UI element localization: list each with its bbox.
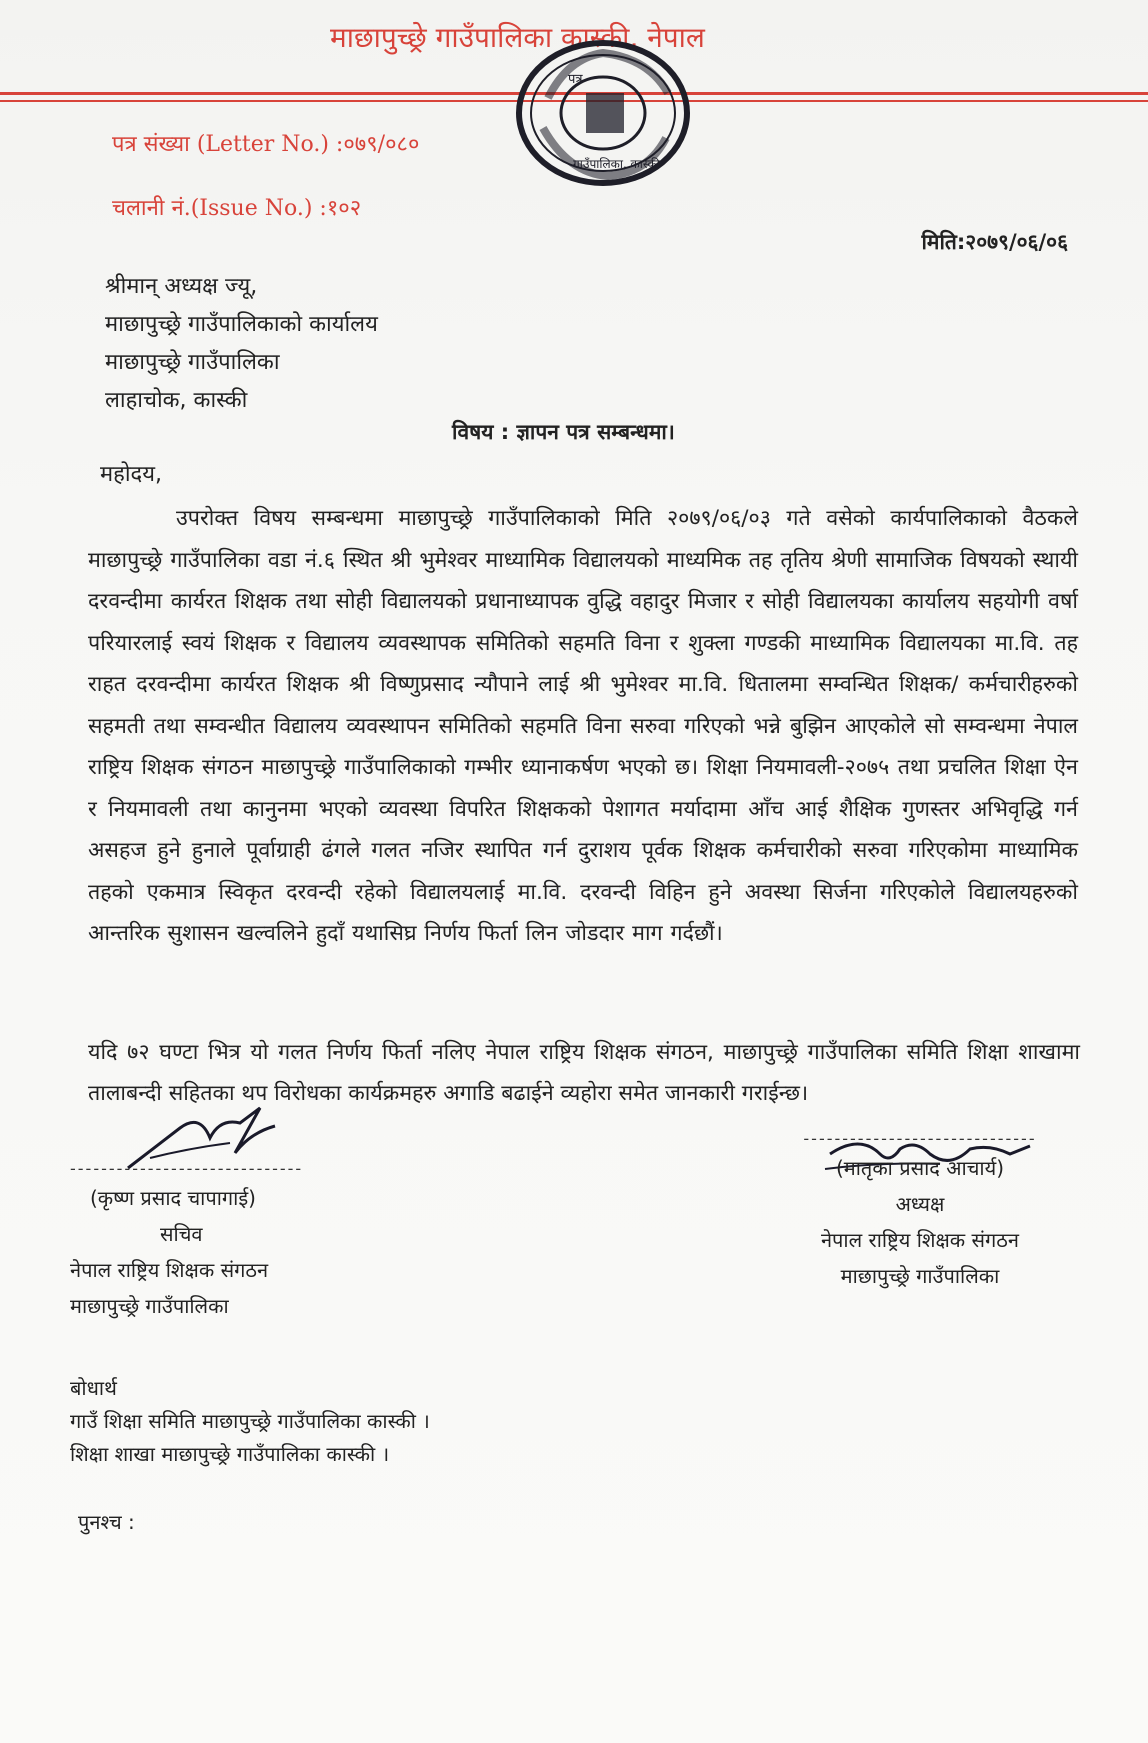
body-paragraph-1: उपरोक्त विषय सम्बन्धमा माछापुच्छ्रे गाउँपालिकाको मिति २०७९/०६/०३ गते वसेको कार्यपालिकाको वैठकले माछापुच्छ्रे गाउँपालिका वडा नं.६ स्थित श्री भुमेश्वर माध्यामिक विद्यालयको माध्यमिक तह तृतिय श्रेणी सामाजिक विषयको स्थायी दरवन्दीमा कार्यरत शिक्षक तथा सोही विद्यालयको प्रधानाध्यापक वुद्धि वहादुर मिजार र सोही विद्यालयका कार्यालय सहयोगी वर्षा परियारलाई स्वयं शिक्षक र विद्यालय व्यवस्थापक समितिको सहमति विना र शुक्ला गण्डकी माध्यामिक विद्यालयका मा.वि. तह राहत दरवन्दीमा कार्यरत शिक्षक श्री विष्णुप्रसाद न्यौपाने लाई श्री भुमेश्वर मा.वि. धितालमा सम्वन्धित शिक्षक/ कर्मचारीहरुको सहमती तथा सम्वन्धीत विद्यालय व्यवस्थापन समितिको सहमति विना सरुवा गरिएको भन्ने बुझिन आएकोले सो सम्वन्धमा नेपाल राष्ट्रिय शिक्षक संगठन माछापुच्छ्रे गाउँपालिकाको गम्भीर ध्यानाकर्षण भएको छ। शिक्षा नियमावली-२०७५ तथा प्रचलित शिक्षा ऐन र नियमावली तथा कानुनमा भएको व्यवस्था विपरित शिक्षकको पेशागत मर्यादामा आँच आई शैक्षिक गुणस्तर अभिवृद्धि गर्न असहज हुने हुनाले पूर्वाग्राही ढंगले गलत नजिर स्थापित गर्न दुराशय पूर्वक शिक्षक कर्मचारीको सरुवा गरिएकोमा माध्यामिक तहको एकमात्र स्विकृत दरवन्दी रहेको विद्यालयलाई मा.वि. दरवन्दी विहिन हुने अवस्था सिर्जना गरिएकोले विद्यालयहरुको आन्तरिक सुशासन खल्वलिने हुदाँ यथासिघ्र निर्णय फिर्ता लिन जोडदार माग गर्दछौं। <box>88 506 1078 946</box>
signatory-left-role: सचिव <box>160 1222 203 1246</box>
signature-line: ------------------------------ <box>70 1159 304 1178</box>
signatory-right-name: (मातृका प्रसाद आचार्य) <box>835 1156 1005 1180</box>
letterhead-org-line: माछापुच्छ्रे गाउँपालिका कास्की, नेपाल <box>330 21 705 54</box>
recipient-line: श्रीमान् अध्यक्ष ज्यू, <box>105 274 258 299</box>
signatory-right-block <box>790 1128 1050 1294</box>
letter-number: पत्र संख्या (Letter No.) :०७९/०८० <box>112 132 420 157</box>
signatory-left-unit: माछापुच्छ्रे गाउँपालिका <box>70 1294 229 1318</box>
cc-block <box>70 1372 430 1471</box>
seal-inner-text: पत्र <box>568 72 583 87</box>
subject-line: विषय : ज्ञापन पत्र सम्बन्धमा। <box>452 420 675 444</box>
signature-line: ------------------------------ <box>803 1129 1037 1148</box>
signatory-left-org: नेपाल राष्ट्रिय शिक्षक संगठन <box>70 1258 269 1282</box>
body-paragraph-2: यदि ७२ घण्टा भित्र यो गलत निर्णय फिर्ता नलिए नेपाल राष्ट्रिय शिक्षक संगठन, माछापुच्छ्रे गाउँपालिका समिति शिक्षा शाखामा तालाबन्दी सहितका थप विरोधका कार्यक्रमहरु अगाडि बढाईने व्यहोरा समेत जानकारी गराईन्छ। <box>88 1040 1080 1106</box>
signatory-right-role: अध्यक्ष <box>895 1192 945 1216</box>
signatory-right-org: नेपाल राष्ट्रिय शिक्षक संगठन <box>820 1228 1020 1252</box>
signatory-left-name: (कृष्ण प्रसाद चापागाई) <box>90 1186 256 1210</box>
cc-heading: बोधार्थ <box>70 1376 117 1400</box>
signatory-right-unit: माछापुच्छ्रे गाउँपालिका <box>840 1264 1000 1288</box>
signatory-left-block <box>70 1108 370 1324</box>
official-seal-stamp <box>508 38 698 188</box>
recipient-line: माछापुच्छ्रे गाउँपालिकाको कार्यालय <box>105 312 378 337</box>
seal-ring-text: गाउँपालिका, कास्की <box>573 157 660 171</box>
recipient-block <box>105 268 378 420</box>
issue-number: चलानी नं.(Issue No.) :१०२ <box>112 196 362 221</box>
salutation: महोदय, <box>100 462 162 487</box>
cc-line: शिक्षा शाखा माछापुच्छ्रे गाउँपालिका कास्की । <box>70 1442 390 1466</box>
cc-line: गाउँ शिक्षा समिति माछापुच्छ्रे गाउँपालिका कास्की । <box>70 1409 430 1433</box>
recipient-line: माछापुच्छ्रे गाउँपालिका <box>105 350 280 375</box>
recipient-line: लाहाचोक, कास्की <box>105 388 248 413</box>
letter-date: मिति:२०७९/०६/०६ <box>921 230 1068 254</box>
postscript: पुनश्च : <box>78 1510 135 1534</box>
